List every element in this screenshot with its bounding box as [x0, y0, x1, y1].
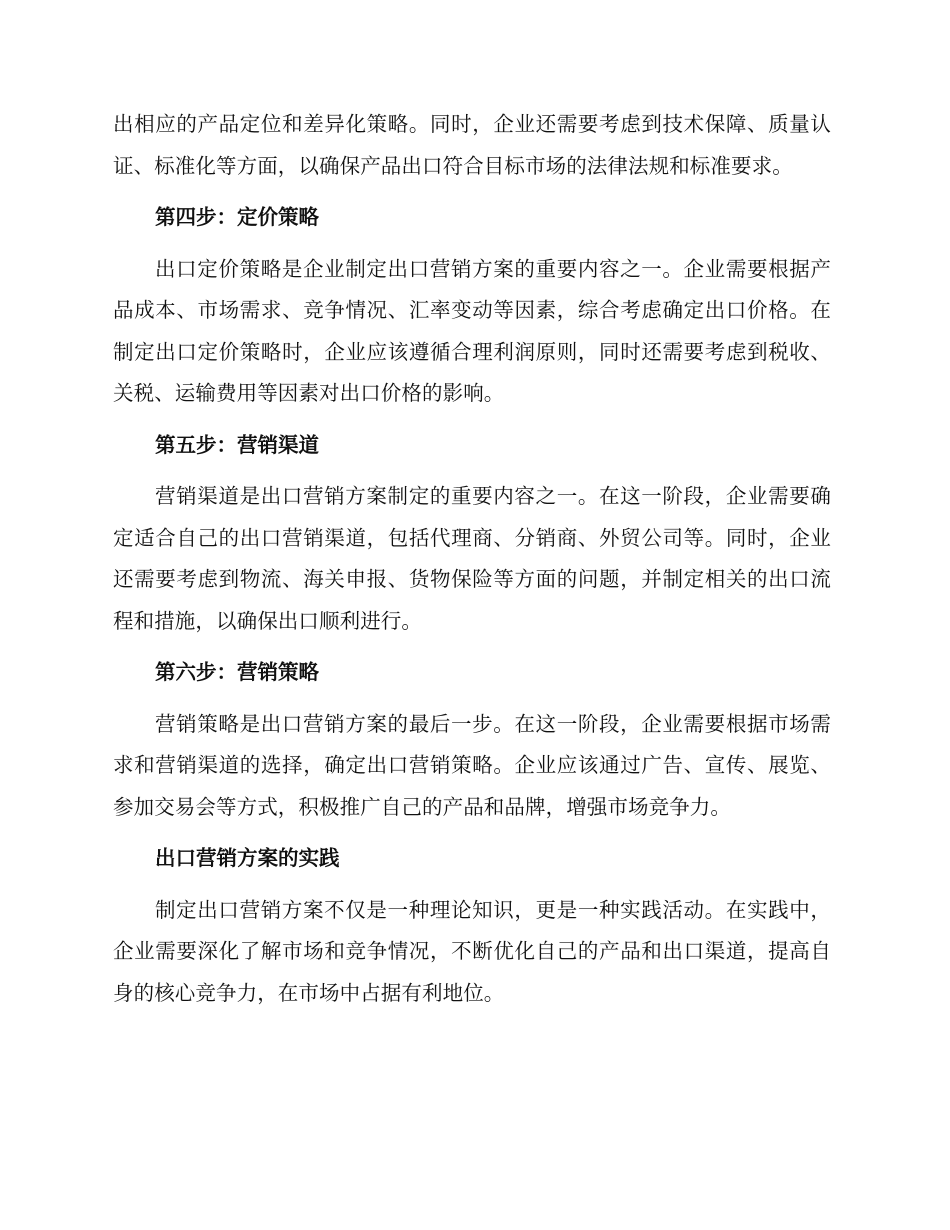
- heading-step-six: 第六步：营销策略: [155, 660, 319, 684]
- paragraph-practice: 制定出口营销方案不仅是一种理论知识，更是一种实践活动。在实践中，企业需要深化了解市场和竞争情况，不断优化自己的产品和出口渠道，提高自身的核心竞争力，在市场中占据有利地位。: [113, 897, 831, 1005]
- paragraph-pricing: 出口定价策略是企业制定出口营销方案的重要内容之一。企业需要根据产品成本、市场需求、竞争情况、汇率变动等因素，综合考虑确定出口价格。在制定出口定价策略时，企业应该遵循合理利润原则，同时还需要考虑到税收、关税、运输费用等因素对出口价格的影响。: [113, 256, 831, 405]
- paragraph-channels: 营销渠道是出口营销方案制定的重要内容之一。在这一阶段，企业需要确定适合自己的出口营销渠道，包括代理商、分销商、外贸公司等。同时，企业还需要考虑到物流、海关申报、货物保险等方面的问题，并制定相关的出口流程和措施，以确保出口顺利进行。: [113, 484, 831, 633]
- heading-step-four: 第四步：定价策略: [155, 205, 319, 229]
- paragraph-continuation: 出相应的产品定位和差异化策略。同时，企业还需要考虑到技术保障、质量认证、标准化等方面，以确保产品出口符合目标市场的法律法规和标准要求。: [113, 112, 831, 178]
- document-page: [113, 104, 831, 1014]
- heading-step-five: 第五步：营销渠道: [155, 432, 319, 457]
- heading-practice: 出口营销方案的实践: [155, 846, 340, 870]
- paragraph-strategy: 营销策略是出口营销方案的最后一步。在这一阶段，企业需要根据市场需求和营销渠道的选择，确定出口营销策略。企业应该通过广告、宣传、展览、参加交易会等方式，积极推广自己的产品和品牌，增强市场竞争力。: [113, 711, 831, 819]
